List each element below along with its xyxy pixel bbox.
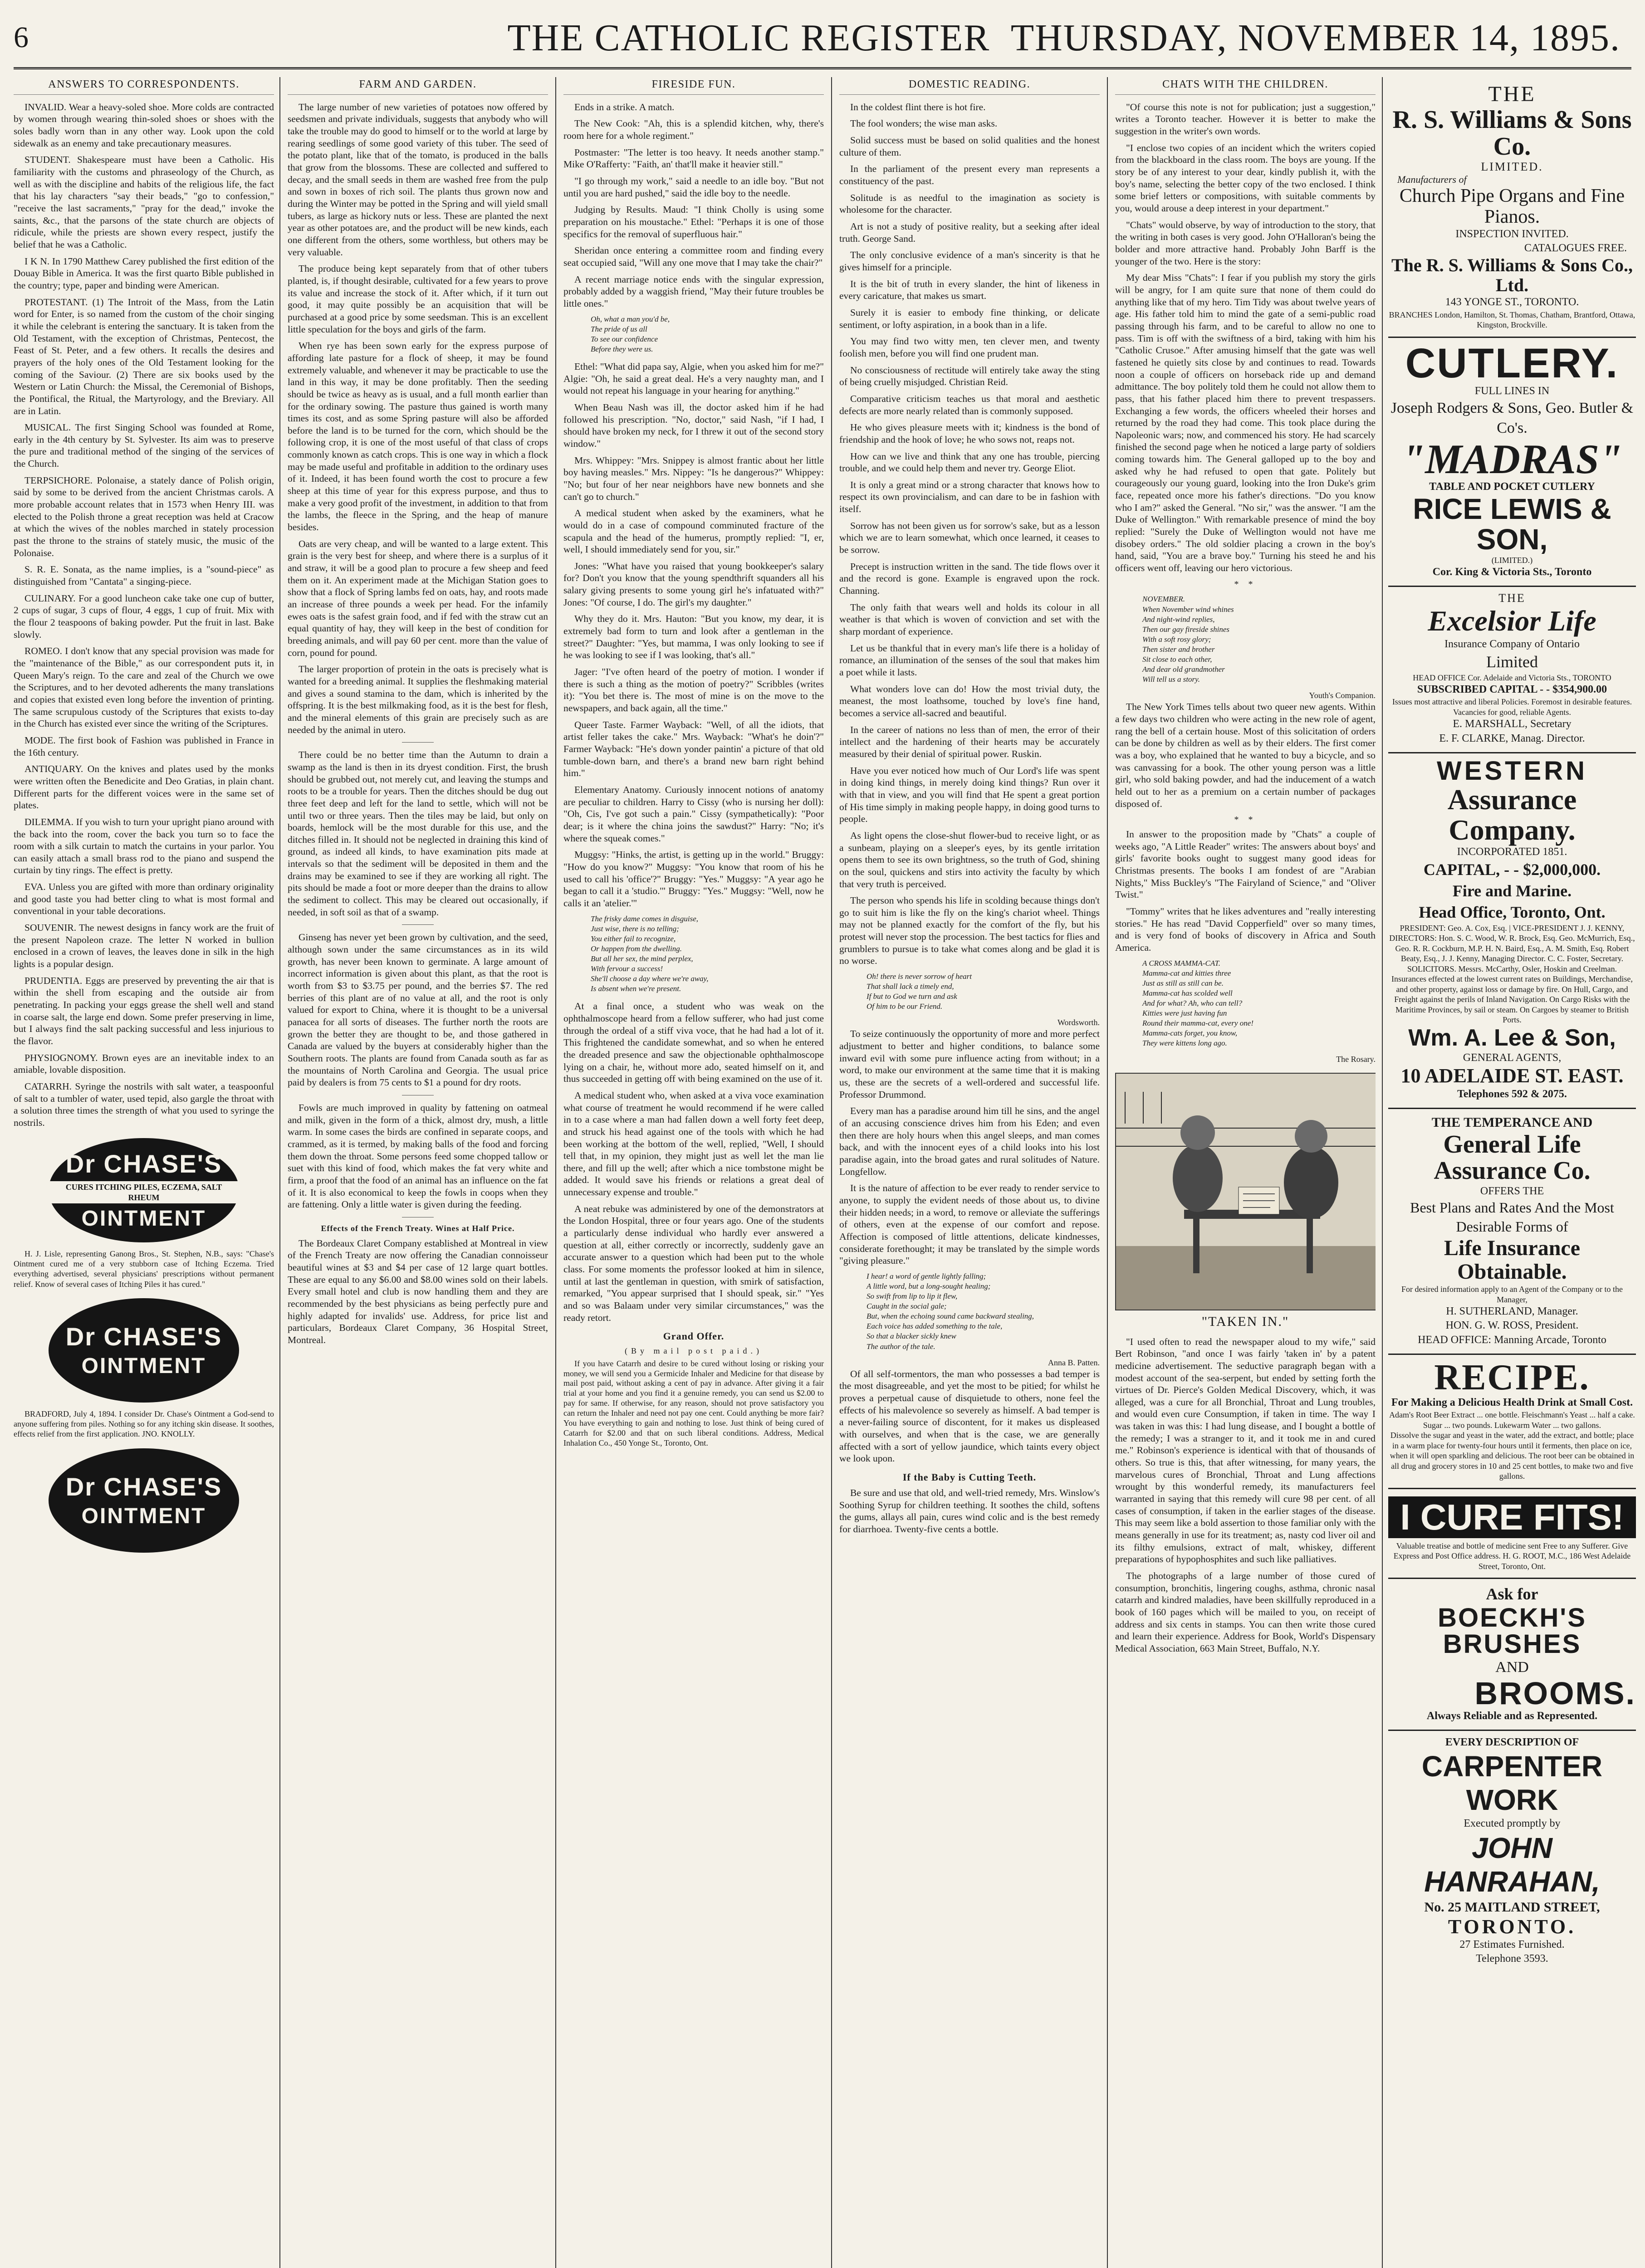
- ad-line: Telephones 592 & 2075.: [1457, 1088, 1567, 1100]
- column-rule: [1107, 77, 1108, 2268]
- ad-line: THE: [1498, 591, 1526, 605]
- column-rule: [831, 77, 832, 2268]
- ad-line: TABLE AND POCKET CUTLERY: [1429, 481, 1595, 493]
- masthead: [14, 8, 1631, 69]
- paragraph: Jones: "What have you raised that young bookkeeper's salary for? Don't you know that the young spendthrift squanders all his salary giving presents to some young girl he's infatuated with?" Jones: "Of course, I do. The girl's my daughter.": [563, 560, 824, 608]
- paragraph: The large number of new varieties of potatoes now offered by seedsmen and private individuals, suggests that anybody who will take the trouble may do good to himself or to the world at large by rearing seedlings of some good variety of this tuber. The seed of the potato plant, like that of the tomato, is produced in the balls that grow from the blossoms. These are collected and suffered to decay, and the small seeds in them are washed free from the pulp and sown in boxes of rich soil. The plants thus grown now and during the Winter may be potted in the Spring and will yield small tubers, as large as hickory nuts or less. These are planted the next year as other potatoes are, and the product will be new kinds, each one different from the others, some worthless, but others may be very valuable.: [288, 101, 548, 258]
- paragraph: "I enclose two copies of an incident which the writers copied from the blackboard in the class room. The boys are young. If the story be of any interest to your dear, kindly publish it, with the boy's name, selecting the better copy of the two enclosed. I think some brief letters or compositions, with suitable comments by you, would arouse a deep interest in your department.": [1115, 142, 1376, 214]
- paragraph: To seize continuously the opportunity of more and more perfect adjustment to better and higher conditions, to balance some inward evil with some pure influence acting from without; in a word, to make our environment at the same time that it is making us, these are the secrets of a well-ordered and successful life. Professor Drummond.: [839, 1028, 1100, 1100]
- paragraph: Have you ever noticed how much of Our Lord's life was spent in doing kind things, in merely doing kind things? Run over it with that in view, and you will find that He spent a great portion of His time simply in making people happy, in doing good turns to people.: [839, 765, 1100, 825]
- newspaper-title: THE CATHOLIC REGISTER: [507, 16, 990, 59]
- paragraph: In the career of nations no less than of men, the error of their intellect and the hardening of their hearts may be accurately measured by their denial of spiritual power. Ruskin.: [839, 724, 1100, 759]
- paragraph: Postmaster: "The letter is too heavy. It needs another stamp." Mike O'Rafferty: "Faith, an' that'll make it heavier still.": [563, 147, 824, 170]
- section-heading: DOMESTIC READING.: [839, 78, 1100, 95]
- ad-address: 10 ADELAIDE ST. EAST.: [1400, 1065, 1624, 1087]
- subheading: If the Baby is Cutting Teeth.: [902, 1471, 1037, 1483]
- ad-line: THE: [1488, 82, 1536, 106]
- ad-company-name: Assurance Company.: [1447, 783, 1577, 846]
- ad-headline: WESTERN: [1437, 756, 1587, 786]
- western-assurance-ad: [1388, 753, 1636, 1109]
- section-heading: FIRESIDE FUN.: [563, 78, 824, 95]
- paragraph: PHYSIOGNOMY. Brown eyes are an inevitable index to an amiable, lovable disposition.: [14, 1052, 274, 1075]
- paragraph: Be sure and use that old, and well-tried remedy, Mrs. Winslow's Soothing Syrup for children teething. It soothes the child, softens the gums, allays all pain, cures wind colic and is the best remedy for diarrhoea. Twenty-five cents a bottle.: [839, 1487, 1100, 1535]
- divider: [402, 924, 434, 925]
- chase-brand: Dr CHASE'S: [65, 1472, 222, 1501]
- ad-line: DIRECTORS: Hon. S. C. Wood, W. R. Brock, Esq. Geo. McMurrich, Esq., Geo. R. R. Cockburn, M.P. H. N. Baird, Esq., A. M. Smith, Esq. Robert Beaty, Esq., J. J. Kenny, Managing Director. C. C. Foster, Secretary.: [1389, 934, 1635, 963]
- verse: The frisky dame comes in disguise, Just wise, there is no telling; You either fail to recognize, Or happen from the dwelling. But all her sex, the mind perplex, With fervour a success! She'll choose a day where we're away, Is absent when we're present.: [591, 914, 709, 993]
- ad-line: SOLICITORS. Messrs. McCarthy, Osler, Hoskin and Creelman.: [1407, 964, 1617, 973]
- paragraph: TERPSICHORE. Polonaise, a stately dance of Polish origin, said by some to be derived from the ancient Christmas carols. A more probable account relates that in 1573 when Henry III. was elected to the Polish throne a great reception was held at Cracow at which the wives of the nobles marched in stately procession past the throne to the strains of stately music, the music of the Polonaise.: [14, 474, 274, 558]
- column-answers: [14, 77, 274, 2268]
- offer-subheading: (By mail post paid.): [625, 1346, 763, 1355]
- paragraph: PROTESTANT. (1) The Introit of the Mass, from the Latin word for Enter, is so named from the custom of the choir singing it while the celebrant is entering the sanctuary. It is taken from the Old Testament, with the exception of Christmas, Pentecost, the Feast of St. Peter, and a few others. It recalls the desires and prayers of the holy ones of the Old Testament looking for the coming of the Saviour. (2) There are six books used by the Western or Latin Church: the Missal, the Ceremonial of Bishops, the Pontifical, the Ritual, the Martyrology, and the Breviary. All are in Latin.: [14, 296, 274, 416]
- advertisements-column: [1388, 77, 1636, 2268]
- paragraph: "Chats" would observe, by way of introduction to the story, that the writing in both cases is very good. John O'Halloran's being the bolder and more attractive hand. Probably John Barff is the younger of the two. Here is the story:: [1115, 219, 1376, 267]
- testimonial: H. J. Lisle, representing Ganong Bros., St. Stephen, N.B., says: "Chase's Ointment cured me of a very stubborn case of Itching Eczema. Tried everything advertised, several physicians' prescriptions without permanent relief. Know of several cases of Itching Piles it has cured.": [14, 1249, 274, 1289]
- paragraph: It is the bit of truth in every slander, the hint of likeness in every caricature, that makes us smart.: [839, 278, 1100, 302]
- paragraph: "I go through my work," said a needle to an idle boy. "But not until you are hard pushed," said the idle boy to the needle.: [563, 176, 824, 199]
- ad-line: Limited: [1486, 652, 1538, 671]
- paragraph: Queer Taste. Farmer Wayback: "Well, of all the idiots, that artist feller takes the cake." Mrs. Wayback: "What's he doin'?" Farmer Wayback: "He's down yonder paintin' a picture of that old tumble-down barn, and there's a brand new barn right behind him.": [563, 719, 824, 779]
- taken-in-engraving-icon: [1116, 1074, 1376, 1310]
- engraving-illustration: [1115, 1073, 1376, 1310]
- ad-line: CAPITAL, - - $2,000,000.: [1423, 860, 1601, 879]
- ad-headline: CUTLERY.: [1405, 340, 1619, 386]
- paragraph: Ginseng has never yet been grown by cultivation, and the seed, although sown under the same circumstances as in its wild growth, has never been known to germinate. A large amount of incorrect information is given about this plant, as that the root is worth from $3 to $3.75 per pound, and the berries $7. The red berries of this plant are of no value at all, and the root is only valued for export to China, where it is thought to be a universal panacea for all sorts of diseases. The further north the roots are grown the better they are thought to be, and those gathered in Canada are valued by the buyers at considerably higher than the Southern roots. The plants are found from Canada south as far as the mountains of North Carolina and Georgia. The usual price paid by dealers is from 75 cents to $1 a pound for dry roots.: [288, 932, 548, 1088]
- temperance-life-ad: [1388, 1109, 1636, 1355]
- paragraph: A recent marriage notice ends with the singular expression, probably added by a waggish friend, "May their future troubles be little ones.": [563, 274, 824, 309]
- paragraph: The photographs of a large number of those cured of consumption, bronchitis, lingering coughs, asthma, chronic nasal catarrh and kindred maladies, have been skillfully reproduced in a book of 160 pages which will be mailed to you, on receipt of address and six cents in stamps. You can then write those cured and learn their experience. Address for Book, World's Dispensary Medical Association, 663 Main Street, Buffalo, N.Y.: [1115, 1570, 1376, 1654]
- verse-attribution: The Rosary.: [1336, 1055, 1376, 1064]
- ad-line: Adam's Root Beer Extract ... one bottle. Fleischmann's Yeast ... half a cake. Sugar ... two pounds. Lukewarm Water ... two gallons.: [1389, 1410, 1635, 1430]
- masthead-title: [507, 16, 1631, 60]
- page-number: 6: [14, 21, 29, 54]
- carpenter-work-ad: [1388, 1731, 1636, 1972]
- offer-heading: Grand Offer.: [663, 1330, 725, 1342]
- ad-line: INCORPORATED 1851.: [1457, 846, 1567, 858]
- paragraph: There could be no better time than the Autumn to drain a swamp as the land is then in its dryest condition. First, the brush should be grubbed out, not merely cut, and leaving the stumps and roots to be a trouble for years. Then the ditches should be dug out three feet deep and left for the land to settle, which will not be until two or three years. Then the tiles may be laid, but only on boards, hemlock will be the most durable for this use, and the ditches filled in. It should not be neglected in draining this kind of ground, as indeed all kinds, to have examination pits made at intervals so that the sediment will be deposited in them and the drains may be examined to see if they are working all right. The pits should be made a foot or more deeper than the drains to allow the sediment to collect. This may be cleared out occasionally, if needed, in soft soil as that of a swamp.: [288, 749, 548, 918]
- ad-headline: CARPENTER WORK: [1421, 1750, 1603, 1817]
- ad-line: Church Pipe Organs and Fine Pianos.: [1399, 185, 1625, 227]
- chase-cures: CURES ITCHING PILES, ECZEMA, SALT RHEUM: [49, 1181, 239, 1203]
- paragraph: In answer to the proposition made by "Chats" a couple of weeks ago, "A Little Reader" writes: The answers about boys' and girls' favorite books ought to suggest many good ideas for Christmas presents. The books I am fondest of are "Arabian Nights," Miss Buckley's "The Fairyland of Science," and "Oliver Twist.": [1115, 828, 1376, 900]
- ad-line: PRESIDENT: Geo. A. Cox, Esq. | VICE-PRESIDENT J. J. KENNY,: [1400, 923, 1625, 933]
- paragraph: CULINARY. For a good luncheon cake take one cup of butter, 2 cups of sugar, 3 cups of flour, 4 eggs, 1 cup of fruit. Mix with the flour 2 teaspoons of baking powder. Put the fruit in last. Bake slowly.: [14, 592, 274, 640]
- paragraph: A medical student when asked by the examiners, what he would do in a case of compound comminuted fracture of the scapula and the head of the humerus, promptly replied: "I, er, well, I should immediately send for you, sir.": [563, 508, 824, 555]
- column-rule: [555, 77, 556, 2268]
- paragraph: When Beau Nash was ill, the doctor asked him if he had followed his prescription. "No, doctor," said Nash, "if I had, I should have broken my neck, for I threw it out of the second story window.": [563, 401, 824, 449]
- ad-address: Cor. King & Victoria Sts., Toronto: [1432, 566, 1592, 578]
- paragraph: The person who spends his life in scolding because things don't go to suit him is like the fly on the king's chariot wheel. Things may not be planned exactly for the comfort of the fly, but his protest will never stop the procession. The best tactics for flies and grumblers to pursue is to take what comes along and be glad it is no worse.: [839, 895, 1100, 967]
- verse: Oh, what a man you'd be, The pride of us all To see our confidence Before they were us.: [591, 314, 670, 353]
- paragraph: Precept is instruction written in the sand. The tide flows over it and the record is gone. Example is engraved upon the rock. Channing.: [839, 561, 1100, 596]
- paragraph: In the coldest flint there is hot fire.: [850, 101, 986, 112]
- paragraph: You may find two witty men, ten clever men, and twenty foolish men, before you will find one prudent man.: [839, 336, 1100, 359]
- paragraph: CATARRH. Syringe the nostrils with salt water, a teaspoonful of salt to a tumbler of water, used tepid, also gargle the throat with a solution three times the strength of what you used to syringe the nostrils.: [14, 1080, 274, 1128]
- paragraph: Why they do it. Mrs. Hauton: "But you know, my dear, it is extremely bad form to turn and look after a gentleman in the street?" Daughter: "Yes, but mamma, I was only looking to see if he was looking to see if I was looking, that's all.": [563, 613, 824, 661]
- paragraph: The larger proportion of protein in the oats is precisely what is wanted for a breeding animal. It supplies the fleshmaking material and gives a sound stamina to the dam, which is inherited by the offspring. It is the best milkmaking food, as it is the best for flesh, and the mineral elements of this grain are precisely such as are needed by the animal in utero.: [288, 664, 548, 735]
- paragraph: Judging by Results. Maud: "I think Cholly is using some preparation on his moustache." Ethel: "Perhaps it is one of those specifics for the removal of superfluous hair.": [563, 204, 824, 240]
- ad-line: (LIMITED.): [1491, 555, 1533, 565]
- divider: * *: [1234, 815, 1257, 825]
- paragraph: STUDENT. Shakespeare must have been a Catholic. His familiarity with the customs and phraseology of the Church, as well as with the discipline and habits of the religious life, the fact that his lay characters "say their beads," "go to confession," "receive the last sacraments," "pray for the dead," invoke the saints, &c., that the parsons of the state church are objects of ridicule, while the priests are shown every respect, justify the belief that he was a Catholic.: [14, 154, 274, 250]
- ad-line: Joseph Rodgers & Sons, Geo. Butler & Co's.: [1390, 399, 1634, 436]
- paragraph: The only conclusive evidence of a man's sincerity is that he gives himself for a principle.: [839, 249, 1100, 273]
- paragraph: Jager: "I've often heard of the poetry of motion. I wonder if there is such a thing as the motion of poetry?" Scribbles (writes it): "You bet there is. The most of mine is on the move to the newspapers, and back again, all the time.": [563, 666, 824, 714]
- paragraph: At a final once, a student who was weak on the ophthalmoscope heard from a fellow sufferer, who had just come through the ordeal of a stiff viva voce, that he had had a lot of it. This frightened the candidate somewhat, and so when he entered the dreaded presence and saw the objectionable ophthalmoscope lying on a chair, he, without more ado, seated himself on it, and thus succeeded in getting off with being examined on the use of it.: [563, 1001, 824, 1085]
- ad-line: INSPECTION INVITED.: [1455, 228, 1569, 240]
- ad-line: EVERY DESCRIPTION OF: [1445, 1736, 1579, 1749]
- verse: A CROSS MAMMA-CAT. Mamma-cat and kitties three Just as still as still can be. Mamma-cat has scolded well And for what? Ah, who can tell? Kitties were just having fun Round their mamma-cat, every one! Mamma-cats forget, you know, They were kittens long ago.: [1142, 958, 1254, 1048]
- paragraph: Elementary Anatomy. Curiously innocent notions of anatomy are peculiar to children. Harry to Cissy (who is nursing her doll): "Oh, Cis, I've got such a pain." Cissy (sympathetically): "Poor dear; is it where the china joins the sawdust?" Harry: "No; it's where the squeak comes.": [563, 784, 824, 844]
- paragraph: The New York Times tells about two queer new agents. Within a few days two children who were acting in the new role of agent, rang the bell of a certain house. Most of this solicitation of orders can be done by children as well as by their elders. The first comer was a boy, who explained that he wanted to buy a bicycle, and so was canvassing for a book. The other young person was a little girl, who sold baking powder, and had the inducement of a watch held out to her as a premium on a certain number of packages disposed of.: [1115, 701, 1376, 809]
- paragraph: SOUVENIR. The newest designs in fancy work are the fruit of the present Napoleon craze. The letter N worked in bullion enclosed in a crown of leaves, the leaves done in silk in the high lights is a popular design.: [14, 922, 274, 970]
- paragraph: Of all self-tormentors, the man who possesses a bad temper is the most disagreeable, and yet the most to be pitied; for whilst he proves a perpetual cause of disquietude to others, none feel the effects of his malevolence so severely as himself. A bad temper is a never-failing source of discontent, for it makes us displeased with ourselves, and when that is the case, we are generally affected with a sort of yellow jaundice, which taints every object we look upon.: [839, 1368, 1100, 1464]
- paragraph: Every man has a paradise around him till he sins, and the angel of an accusing conscience drives him from his Eden; and even then there are holy hours when this angel sleeps, and man comes back, and with the innocent eyes of a child looks into his lost paradise again, into the broad gates and rural solitudes of Nature. Longfellow.: [839, 1105, 1100, 1177]
- verse-attribution: Anna B. Patten.: [1048, 1358, 1100, 1367]
- dr-chase-ointment-ad: [49, 1298, 239, 1403]
- paragraph: It is the nature of affection to be ever ready to render service to anyone, to supply the evident needs of those about us, to divine their hidden needs; in a word, to remove or alleviate the sufferings of others, even at the expense of our comfort and repose. Affection is composed of little attentions, delicate kindnesses, considerate forethought; it may be translated by the simple words "giving pleasure.": [839, 1183, 1100, 1266]
- paragraph: A neat rebuke was administered by one of the demonstrators at the London Hospital, three or four years ago. One of the students a particularly dense individual who hardly ever answered a question at all, either correctly or incorrectly, suddenly gave an accurate answer to a question which had been put to the whole class. For some moments the professor looked at him in silence, until at last the gentleman in question, with smirk of satisfaction, remarked, "You appear surprised that I should speak, sir." "Yes and so was Balaam under very similar circumstances," was the ready retort.: [563, 1203, 824, 1323]
- paragraph: Let us be thankful that in every man's life there is a holiday of romance, an illumination of the senses of the soul that makes him a poet while it lasts.: [839, 642, 1100, 678]
- williams-organ-ad: [1388, 77, 1636, 338]
- paragraph: Muggsy: "Hinks, the artist, is getting up in the world." Bruggy: "How do you know?" Muggsy: "You know that room of his he used to call his 'office'?" Bruggy: "Yes." Muggsy: "A year ago he began to call it a 'studio.'" Bruggy: "Yes." Muggsy: "Well, now he calls it an 'atelier.'": [563, 849, 824, 909]
- ad-line: SUBSCRIBED CAPITAL - - $354,900.00: [1417, 684, 1607, 696]
- chase-ointment: OINTMENT: [81, 1206, 206, 1231]
- paragraph: The produce being kept separately from that of other tubers planted, is, if thought desirable, cultivated for a few years to prove its value and increase the stock of it. After which, if it turn out good, it may quite possibly be an acquisition that will be purchased at a good price by some seedsman. This is an excellent little speculation for the boys and girls of the farm.: [288, 263, 548, 335]
- ad-line: OFFERS THE: [1480, 1185, 1544, 1198]
- boeckh-brushes-ad: [1388, 1579, 1636, 1731]
- ad-address: HEAD OFFICE: Manning Arcade, Toronto: [1418, 1334, 1606, 1346]
- ad-company-name: JOHN HANRAHAN,: [1424, 1831, 1600, 1898]
- paragraph: "Tommy" writes that he likes adventures and "really interesting stories." He has read "David Copperfield" over so many times, and is very fond of books of discovery in Africa and South America.: [1115, 905, 1376, 953]
- ad-company-name: RICE LEWIS & SON,: [1413, 493, 1611, 556]
- subheading: Effects of the French Treaty. Wines at Half Price.: [321, 1223, 515, 1233]
- paragraph: PRUDENTIA. Eggs are preserved by preventing the air that is within the shell from escaping and the outside air from penetrating. In packing your eggs grease the shell well and stand in coarse salt, the large end down. Some prefer preserving in lime, but I always find the salt packing successful and less injurious to the flavor.: [14, 975, 274, 1046]
- paragraph: Surely it is easier to embody fine thinking, or delicate sentiment, or lofty aspiration, in a book than in a life.: [839, 307, 1100, 330]
- paragraph: I K N. In 1790 Matthew Carey published the first edition of the Douay Bible in America. It was the first quarto Bible published in the country; type, paper and binding were American.: [14, 255, 274, 291]
- recipe-ad: [1388, 1355, 1636, 1489]
- paragraph: A medical student who, when asked at a viva voce examination what course of treatment he would recommend if he were called in to a case where a man had fallen down a well forty feet deep, and struck his head against one of the tools with which he had been working at the bottom of the well, replied, "Well, I should tell that, in my opinion, they might just as well let the man lie there, and fill up the well; after which a nice tombstone might be added. It would save his friends or relations a great deal of unnecessary expense and trouble.": [563, 1090, 824, 1198]
- chase-ointment: OINTMENT: [81, 1504, 206, 1528]
- article-body: [14, 101, 274, 1129]
- ad-address: No. 25 MAITLAND STREET,: [1424, 1899, 1600, 1915]
- paragraph: MODE. The first book of Fashion was published in France in the 16th century.: [14, 734, 274, 758]
- ad-line: Ask for: [1486, 1585, 1538, 1603]
- paragraph: Oats are very cheap, and will be wanted to a large extent. This grain is the very best for sheep, and where there is a surplus of it and straw, it will be a good plan to procure a few sheep and feed them on it. An experiment made at the Michigan Station goes to show that a flock of Spring lambs fed on oats, hay, and roots made an increase of three pounds a week per head. For the infamily ewes oats is the safest grain food, and if fed with the straw cut an equal quantity of hay, they will keep in the best of condition for breeding animals, and will pay 60 per cent. more than the value of corn, pound for pound.: [288, 538, 548, 658]
- paragraph: Fowls are much improved in quality by fattening on oatmeal and milk, given in the form of a thick, almost dry, mush, a little warm. In some cases the birds are confined in separate coops, and crammed, as it is termed, by making balls of the food and forcing them down the throat. Some persons feed some chopped tallow or suet with this kind of food, which makes the fat very white and firm, a proof that the food of an animal has an influence on the fat of it. It is also economical to keep the fowls in coops when they are fattening. Only a little water is given during the feeding.: [288, 1102, 548, 1210]
- ad-line: AND: [1495, 1658, 1529, 1676]
- paragraph: Solitude is as needful to the imagination as society is wholesome for the character.: [839, 192, 1100, 215]
- paragraph: He who gives pleasure meets with it; kindness is the bond of friendship and the hook of love; he who sows not, reaps not.: [839, 422, 1100, 445]
- ad-company-name: R. S. Williams & Sons Co.: [1392, 106, 1632, 161]
- paragraph: Sheridan once entering a committee room and finding every seat occupied said, "Will any one move that I may take the chair?": [563, 245, 824, 268]
- ad-address: HEAD OFFICE Cor. Adelaide and Victoria Sts., TORONTO: [1413, 673, 1611, 682]
- ad-line: HON. G. W. ROSS, President.: [1445, 1320, 1579, 1332]
- column-farm-garden: [288, 77, 548, 2268]
- paragraph: ANTIQUARY. On the knives and plates used by the monks were written often the Benedicite and Deo Gratias, in plain chant. Different parts for the different voices were in the same set of plates.: [14, 763, 274, 811]
- verse-attribution: Youth's Companion.: [1309, 691, 1376, 700]
- chase-brand: Dr CHASE'S: [65, 1322, 222, 1351]
- column-fireside-fun: [563, 77, 824, 2268]
- section-heading: ANSWERS TO CORRESPONDENTS.: [14, 78, 274, 95]
- chase-ointment: OINTMENT: [81, 1354, 206, 1378]
- paragraph: Comparative criticism teaches us that moral and aesthetic defects are more nearly related than is commonly supposed.: [839, 393, 1100, 416]
- ad-headline: "MADRAS": [1402, 436, 1622, 483]
- paragraph: Sorrow has not been given us for sorrow's sake, but as a lesson which we are to learn somewhat, which once learned, it ceases to be sorrow.: [839, 520, 1100, 556]
- paragraph: MUSICAL. The first Singing School was founded at Rome, early in the 4th century by St. Sylvester. Its aim was to preserve the pure and traditional method of the singing of the services of the Church.: [14, 422, 274, 469]
- ad-line: For desired information apply to an Agent of the Company or to the Manager,: [1401, 1285, 1623, 1304]
- ad-line: H. SUTHERLAND, Manager.: [1446, 1305, 1578, 1318]
- ad-line: LIMITED.: [1481, 160, 1543, 173]
- paragraph: As light opens the close-shut flower-bud to receive light, or as a sunbeam, playing on a sleeper's eyes, by its gentle irritation opens them to see its own brightness, so the truth of God, shining on the soul, quickens and stirs into activity the faculty by which that very truth is perceived.: [839, 830, 1100, 890]
- ad-line: For Making a Delicious Health Drink at Small Cost.: [1391, 1396, 1633, 1408]
- paragraph: The New Cook: "Ah, this is a splendid kitchen, why, there's room here for a whole regiment.": [563, 118, 824, 142]
- column-chats-children: [1115, 77, 1376, 2268]
- dr-chase-ointment-ad: [49, 1138, 239, 1242]
- paragraph: If you have Catarrh and desire to be cured without losing or risking your money, we will send you a Germicide Inhaler and Medicine for that disease by mail post paid, without asking a cent of pay in advance. After giving it a fair trial at your home and you find it a genuine remedy, you can send us $2.00 to pay for same. If otherwise, for any reason, should not prove satisfactory you can return the Inhaler and need not pay one cent. Could anything be more fair? You have everything to gain and nothing to lose. Just think of being cured of Catarrh for $2.00 and that on such liberal conditions. Address, Medical Inhalation Co., 450 Yonge St., Toronto, Ont.: [563, 1359, 824, 1448]
- paragraph: How can we live and think that any one has trouble, piercing trouble, and we could help them and never try. George Eliot.: [839, 450, 1100, 474]
- divider: [402, 742, 434, 743]
- ad-headline: THE TEMPERANCE AND: [1431, 1114, 1593, 1130]
- paragraph: The only faith that wears well and holds its colour in all weather is that which is woven of conviction and set with the sharp mordant of experience.: [839, 601, 1100, 637]
- ad-line: BRANCHES London, Hamilton, St. Thomas, Chatham, Brantford, Ottawa, Kingston, Brockville.: [1389, 310, 1635, 330]
- section-heading: CHATS WITH THE CHILDREN.: [1115, 78, 1376, 95]
- cure-fits-ad: [1388, 1489, 1636, 1579]
- cutlery-ad: [1388, 338, 1636, 587]
- column-rule: [279, 77, 280, 2268]
- chase-brand: Dr CHASE'S: [65, 1149, 222, 1178]
- ad-line: E. F. CLARKE, Manag. Director.: [1439, 732, 1585, 744]
- paragraph: The fool wonders; the wise man asks.: [850, 118, 998, 129]
- verse: NOVEMBER. When November wind whines And night-wind replies, Then our gay fireside shines With a soft rosy glory; Then sister and brother Sit close to each other, And dear old grandmother Will tell us a story.: [1142, 595, 1234, 684]
- paragraph: "I used often to read the newspaper aloud to my wife," said Bert Robinson, "and once I was fairly 'taken in' by a patent medicine advertisement. The seductive paragraph began with a modest account of the sea-serpent, but ended by setting forth the virtues of Dr. Pierce's Golden Medical Discovery, which, it was alleged, was a cure for all Bronchial, Throat and Lung troubles, and would even cure Consumption, if taken in time. The way I was taken in was this: I had lung disease, and I bought a bottle of the remedy; I was a stranger to it, and it took me in and cured me." Robinson's experience is identical with that of thousands of others. So true is this, that after witnessing, for many years, the marvelous cures of Bronchial, Throat and Lung affections wrought by this wonderful remedy, its manufacturers feel warranted in saying that this remedy will cure 98 per cent. of all cases of consumption, if taken in the earlier stages of the disease. This may seem like a bold assertion to those familiar only with the means generally in use for its treatment; as, nasty cod liver oil and its filthy emulsions, extract of malt, whiskey, different preparations of hypophosphites and such like palliatives.: [1115, 1336, 1376, 1565]
- ad-line: Insurance Company of Ontario: [1444, 638, 1580, 650]
- ad-line: Best Plans and Rates And the Most Desirable Forms of: [1410, 1199, 1614, 1235]
- ad-company-name: General Life Assurance Co.: [1434, 1130, 1591, 1185]
- section-heading: FARM AND GARDEN.: [288, 78, 548, 95]
- illustration-caption: "TAKEN IN.": [1201, 1314, 1289, 1330]
- paragraph: S. R. E. Sonata, as the name implies, is a "sound-piece" as distinguished from "Cantata" a singing-piece.: [14, 564, 274, 587]
- verse: Oh! there is never sorrow of heart That shall lack a timely end, If but to God we turn and ask Of him to be our Friend.: [867, 972, 972, 1011]
- paragraph: Art is not a study of positive reality, but a seeking after ideal truth. George Sand.: [839, 221, 1100, 244]
- testimonial: BRADFORD, July 4, 1894. I consider Dr. Chase's Ointment a God-send to anyone suffering from piles. Nothing so for any itching skin disease. It soothes, effects relief from the first application. JNO. KNOLLY.: [14, 1409, 274, 1439]
- ad-line: Dissolve the sugar and yeast in the water, add the extract, and bottle; place in a warm place for twenty-four hours until it ferments, then place on ice, when it will open sparkling and delicious. The root beer can be obtained in all drug and grocery stores in 10 and 25 cent bottles, to make two and five gallons.: [1390, 1431, 1635, 1481]
- ad-line: E. MARSHALL, Secretary: [1453, 718, 1572, 730]
- paragraph: What wonders love can do! How the most trivial duty, the meanest, the most loathsome, touched by love's fine hand, becomes a service all-sacred and beautiful.: [839, 683, 1100, 719]
- divider: * *: [1234, 579, 1257, 589]
- ad-headline: RECIPE.: [1434, 1357, 1590, 1398]
- ad-company-name: Excelsior Life: [1428, 605, 1596, 637]
- paragraph: "Of course this note is not for publication; just a suggestion," writes a Toronto teacher. However it is better to make the suggestion in the writer's own words.: [1115, 101, 1376, 137]
- paragraph: The Bordeaux Claret Company established at Montreal in view of the French Treaty are now offering the Canadian connoisseur beautiful wines at $3 and $4 per case of 12 large quart bottles. These are equal to any $6.00 and $8.00 wines sold on their labels. Every small hotel and club is now handling them and they are recommended by the best physicians as being perfectly pure and highly adapted for invalids' use. Address, for price list and particulars, Bordeaux Claret Company, 36 Hospital Street, Montreal.: [288, 1237, 548, 1346]
- ad-address: 143 YONGE ST., TORONTO.: [1445, 296, 1579, 308]
- ad-line: Manufacturers of: [1397, 173, 1467, 185]
- ad-line: Valuable treatise and bottle of medicine sent Free to any Sufferer. Give Express and Post Office address. H. G. ROOT, M.C., 186 West Adelaide Street, Toronto, Ont.: [1393, 1541, 1631, 1571]
- verse-attribution: Wordsworth.: [1057, 1018, 1100, 1027]
- paragraph: EVA. Unless you are gifted with more than ordinary originality and good taste you had better cling to what is most formal and conventional in your table decorations.: [14, 881, 274, 917]
- paragraph: INVALID. Wear a heavy-soled shoe. More colds are contracted by women through wearing thin-soled shoes or shoes with the soles badly worn than in any other way. Look upon the cold sidewalk as an enemy and take precautionary measures.: [14, 101, 274, 149]
- excelsior-life-ad: [1388, 587, 1636, 753]
- ad-line: Insurances effected at the lowest current rates on Buildings, Merchandise, and other property, against loss or damage by fire. On Hull, Cargo, and Freight against the perils of Inland Navigation. On Cargo Risks with the Maritime Provinces, by sail or steam. On Cargoes by steamer to British Ports.: [1391, 974, 1633, 1025]
- paragraph: It is only a great mind or a strong character that knows how to respect its own provincialism, and can dare to be in fashion with itself.: [839, 479, 1100, 515]
- paragraph: ROMEO. I don't know that any special provision was made for the "maintenance of the Bible," as our correspondent puts it, in Queen Mary's reign. To the care and zeal of the Church we owe the Scriptures, and to her devoted adherents the many translations and copies that existed even long before the invention of printing. The same scrupulous custody of the Scriptures that exists to-day in the Church has existed ever since the writing of the Scriptures.: [14, 645, 274, 729]
- issue-date: THURSDAY, NOVEMBER 14, 1895.: [1010, 16, 1621, 59]
- paragraph: Mrs. Whippey: "Mrs. Snippey is almost frantic about her little boy having measles." Mrs. Nippey: "Is he dangerous?" Whippey: "No; but four of her near neighbors have new bonnets and she can't go to church.": [563, 455, 824, 502]
- ad-company-name: Wm. A. Lee & Son,: [1408, 1024, 1616, 1051]
- ad-company-name: BOECKH'S BRUSHES: [1438, 1603, 1586, 1659]
- paragraph: No consciousness of rectitude will entirely take away the sting of being cruelly misjudged. Christian Reid.: [839, 364, 1100, 388]
- paragraph: When rye has been sown early for the express purpose of affording late pasture for a flock of sheep, it may be found extremely valuable, and whenever it may be practicable to use the land in this way, it may be done profitably. Then the seeding should be twice as heavy as is usual, and a full month earlier than for the ordinary sowing. The pasture thus gained is worth many times its cost, and as some Spring pasture will also be afforded before the land is to be turned for the corn, which should be the following crop, it is one of the most useful of that class of crops commonly known as catch crops. This is one way in which a flock may be made useful and profitable in addition to the ordinary uses of it. Indeed, it has been found worth the cost to procure a few sheep at this time of year for this express purpose, and thus to make a very good profit of the investment, in addition to that from the lambs, the fleece in the Spring, and the heap of manure besides.: [288, 340, 548, 533]
- ad-line: Issues most attractive and liberal Policies. Foremost in desirable features. Vacancies for good, reliable Agents.: [1392, 697, 1632, 717]
- ad-address: Head Office, Toronto, Ont.: [1419, 903, 1606, 921]
- ad-line: GENERAL AGENTS,: [1463, 1051, 1562, 1064]
- ad-address: TORONTO.: [1448, 1915, 1576, 1938]
- ad-company-name: The R. S. Williams & Sons Co., Ltd.: [1391, 255, 1633, 296]
- paragraph: Solid success must be based on solid qualities and the honest culture of them.: [839, 135, 1100, 158]
- ad-line: CATALOGUES FREE.: [1524, 242, 1627, 254]
- paragraph: DILEMMA. If you wish to turn your upright piano around with the back into the room, cover the back you turn so to face the room with a silk curtain to match the curtains in your parlor. You can easily attach a small brass rod to the piano and suspend the curtain by tiny rings. The effect is pretty.: [14, 816, 274, 876]
- paragraph: Ethel: "What did papa say, Algie, when you asked him for me?" Algie: "Oh, he said a great deal. He's a very naughty man, and I would not repeat his language in your hearing for anything.": [563, 361, 824, 396]
- ad-line: Telephone 3593.: [1476, 1953, 1548, 1965]
- verse: I hear! a word of gentle lightly falling; A little word, but a long-sought healing; So swift from lip to lip it flew, Caught in the social gale; But, when the echoing sound came backward stealing, Each voice has added something to the tale, So that a blacker sickly knew The author of the tale.: [867, 1271, 1034, 1351]
- paragraph: My dear Miss "Chats": I fear if you publish my story the girls will be angry, for I am quite sure that none of them could do anything like that of my hero. Tim Tidy was about twelve years of age. His father told him to mind the gate of a semi-public road passing through his farm, and to be careful to allow no one to pass. Tim is off with the swiftness of a bird, taking with him his "Catholic Crusoe." After amusing himself that the gate was well fastened he quietly sits close by and continues to read. Towards noon a couple of officers on horseback ride up and demand admittance. The boy politely told them he could not allow them to pass, that his father placed him there to prevent trespassers. Exchanging a few words, the officers wheeled their horses and returned by the road they had come. This took place during the Napoleonic wars; now, and commenced his story. He had scarcely finished the second page when he noticed a large party of soldiers coming towards him. The General galloped up to the boy and asked why he had refused to open that gate. Politely but courageously our young guard, looking into the Iron Duke's grim face, repeated once more his father's directions. "Do you know who I am?" asked the General. "No sir," was the answer. "I am the Duke of Wellington." With remarkable presence of mind the boy replied: "Surely the Duke of Wellington would not have me disobey orders." The old soldier placing a crown in the boy's hand, said, "You are a brave boy." Turning his steed he and his officers went off, leaving our hero victorious.: [1115, 272, 1376, 574]
- ad-line: Executed promptly by: [1464, 1818, 1561, 1830]
- dr-chase-ointment-ad: [49, 1448, 239, 1553]
- ad-line: Fire and Marine.: [1452, 882, 1572, 900]
- paragraph: In the parliament of the present every man represents a constituency of the past.: [839, 163, 1100, 187]
- ad-line: Always Reliable and as Represented.: [1426, 1710, 1598, 1722]
- ad-headline: BROOMS.: [1474, 1675, 1636, 1711]
- ad-line: FULL LINES IN: [1474, 385, 1550, 397]
- column-rule: [1382, 77, 1383, 2268]
- ad-line: 27 Estimates Furnished.: [1459, 1938, 1565, 1950]
- paragraph: Ends in a strike. A match.: [574, 101, 675, 112]
- ad-line: Life Insurance Obtainable.: [1444, 1236, 1580, 1284]
- ad-headline: I CURE FITS!: [1388, 1496, 1636, 1538]
- column-domestic-reading: [839, 77, 1100, 2268]
